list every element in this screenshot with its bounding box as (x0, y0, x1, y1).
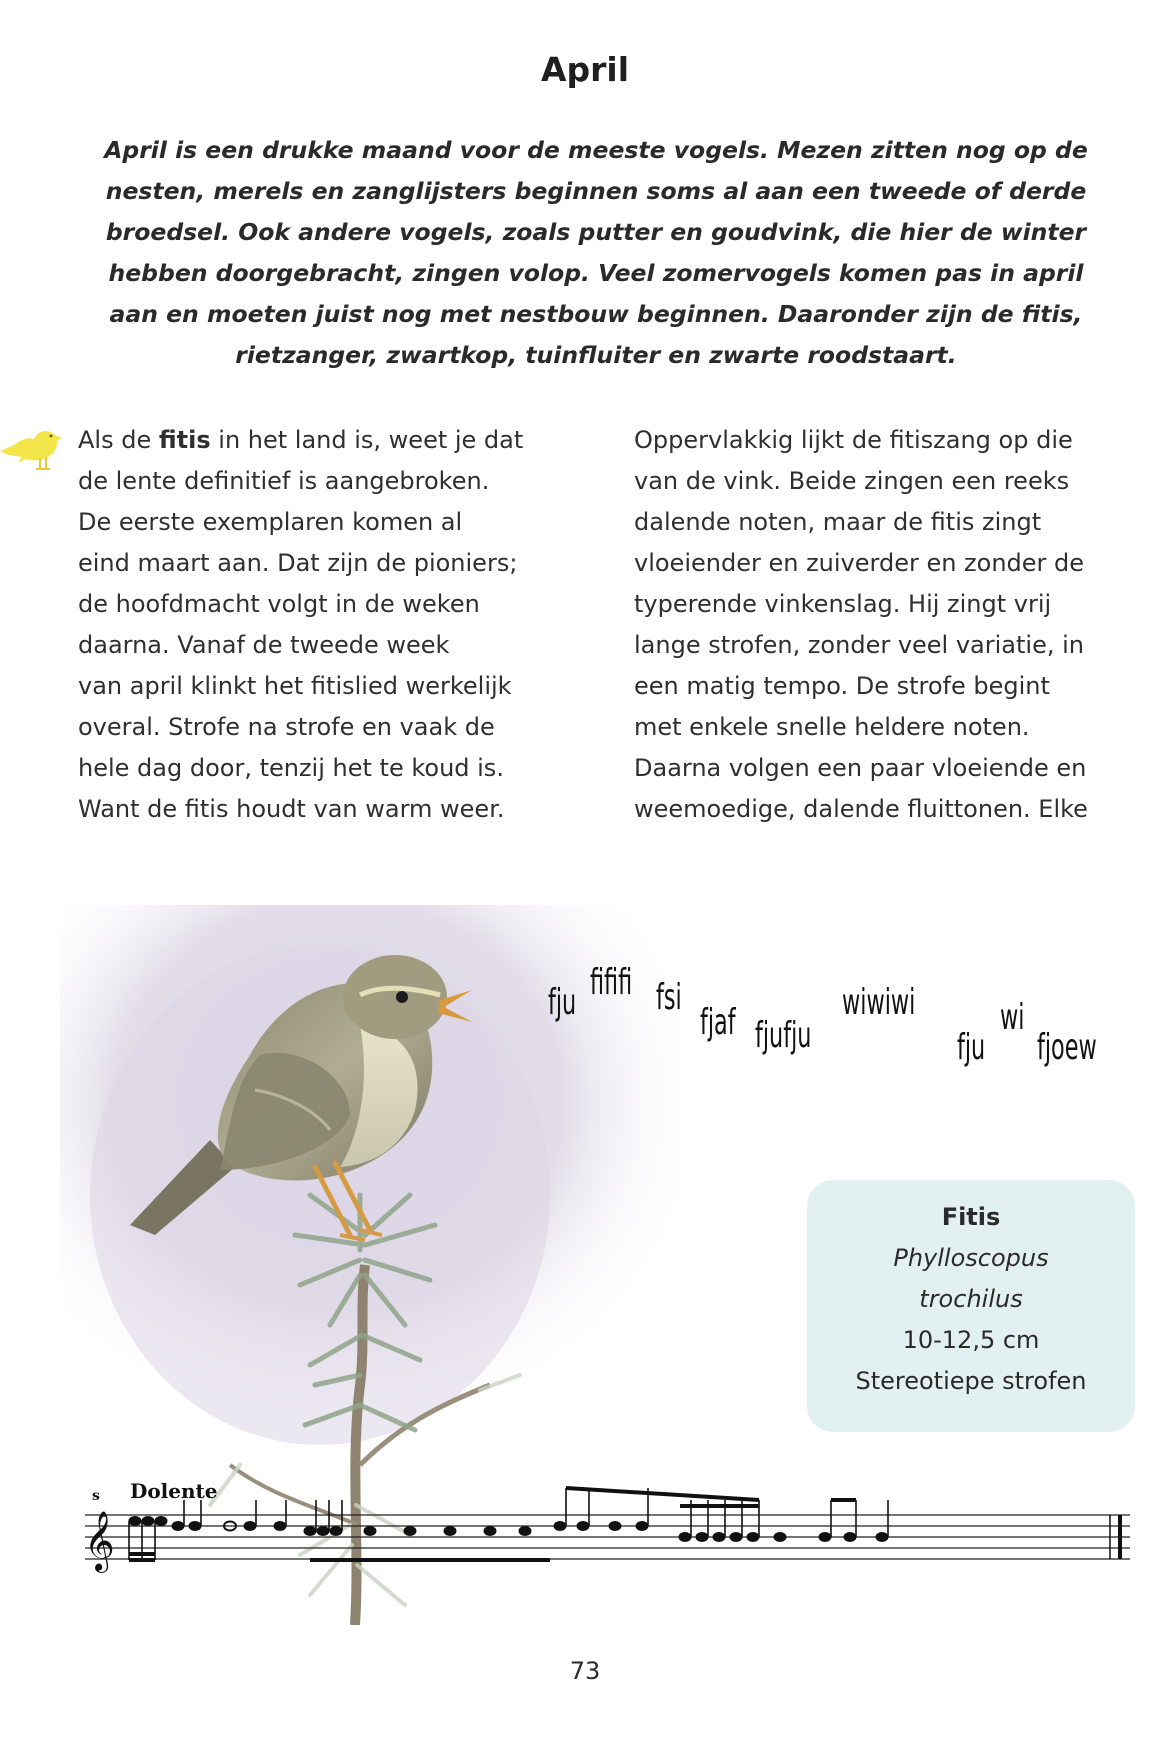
left-column (78, 420, 578, 830)
beams (129, 1488, 856, 1560)
right-column-line: weemoedige, dalende fluittonen. Elke (634, 795, 1088, 823)
song-syllable: fififi (590, 962, 633, 1003)
song-syllable: wi (1000, 997, 1025, 1038)
left-column-line: hele dag door, tenzij het te koud is. (78, 754, 504, 782)
right-column-line: van de vink. Beide zingen een reeks (634, 467, 1070, 495)
right-column (634, 420, 1154, 830)
latin-name-species: trochilus (919, 1285, 1023, 1313)
music-staff (80, 1470, 1140, 1580)
tempo-marking: Dolente (130, 1479, 218, 1503)
bird-head (343, 955, 447, 1039)
page-number: 73 (569, 1657, 601, 1685)
left-column-line: Want de fitis houdt van warm weer. (78, 795, 505, 823)
left-column-line: overal. Strofe na strofe en vaak de (78, 713, 495, 741)
right-column-line: vloeiender en zuiverder en zonder de (634, 549, 1085, 577)
latin-name-genus: Phylloscopus (893, 1244, 1049, 1272)
song-syllable: fjoew (1037, 1027, 1097, 1068)
yellow-bird-icon (0, 425, 66, 473)
right-column-line: met enkele snelle heldere noten. (634, 713, 1030, 741)
song-syllable: fju (548, 982, 577, 1023)
score-mark: s (92, 1488, 100, 1504)
left-column-line: De eerste exemplaren komen al (78, 508, 463, 536)
right-column-line: lange strofen, zonder veel variatie, in (634, 631, 1084, 659)
note-stems (129, 1488, 888, 1560)
right-column-line: Daarna volgen een paar vloeiende en (634, 754, 1087, 782)
right-column-line: Oppervlakkig lijkt de fitiszang op die (634, 426, 1073, 454)
left-column-line: eind maart aan. Dat zijn de pioniers; (78, 549, 518, 577)
page-title: April (540, 50, 630, 89)
left-column-line: van april klinkt het fitislied werkelijk (78, 672, 512, 700)
intro-paragraph: April is een drukke maand voor de meeste vogels. Mezen zitten nog op de nesten, merels en zanglijsters beginnen soms al aan een tweede of derde broedsel. Ook andere vogels, zoals putter en goudvink, die hier de winter hebben doorgebracht, zingen volop. Veel zomervogels komen pas in april aan en moeten juist nog met nestbouw beginnen. Daaronder zijn de fitis, rietzanger, zwartkop, tuinfluiter en zwarte roodstaart. (104, 136, 1088, 369)
song-syllable: fsi (656, 977, 682, 1018)
right-column-line: dalende noten, maar de fitis zingt (634, 508, 1042, 536)
staff-lines (85, 1515, 1130, 1559)
song-type: Stereotiepe strofen (855, 1367, 1087, 1395)
song-syllable: fju (957, 1027, 986, 1068)
left-column-line: de hoofdmacht volgt in de weken (78, 590, 480, 618)
left-column-line: daarna. Vanaf de tweede week (78, 631, 450, 659)
species-infobox (807, 1180, 1135, 1432)
song-syllable: wiwiwi (842, 982, 916, 1023)
bird-eye (396, 991, 408, 1003)
species-size: 10-12,5 cm (902, 1326, 1040, 1354)
notes (129, 1517, 888, 1542)
song-syllable: fjaf (700, 1002, 736, 1043)
right-column-line: typerende vinkenslag. Hij zingt vrij (634, 590, 1052, 618)
song-syllable: fjufju (755, 1015, 812, 1056)
right-column-line: een matig tempo. De strofe begint (634, 672, 1050, 700)
species-name: Fitis (941, 1203, 1001, 1231)
bold-term-fitis: fitis (158, 426, 211, 454)
left-column-line: de lente definitief is aangebroken. (78, 467, 490, 495)
treble-clef-icon: 𝄞 (84, 1511, 115, 1571)
left-column-first-line: Als de fitis in het land is, weet je dat (78, 426, 524, 454)
